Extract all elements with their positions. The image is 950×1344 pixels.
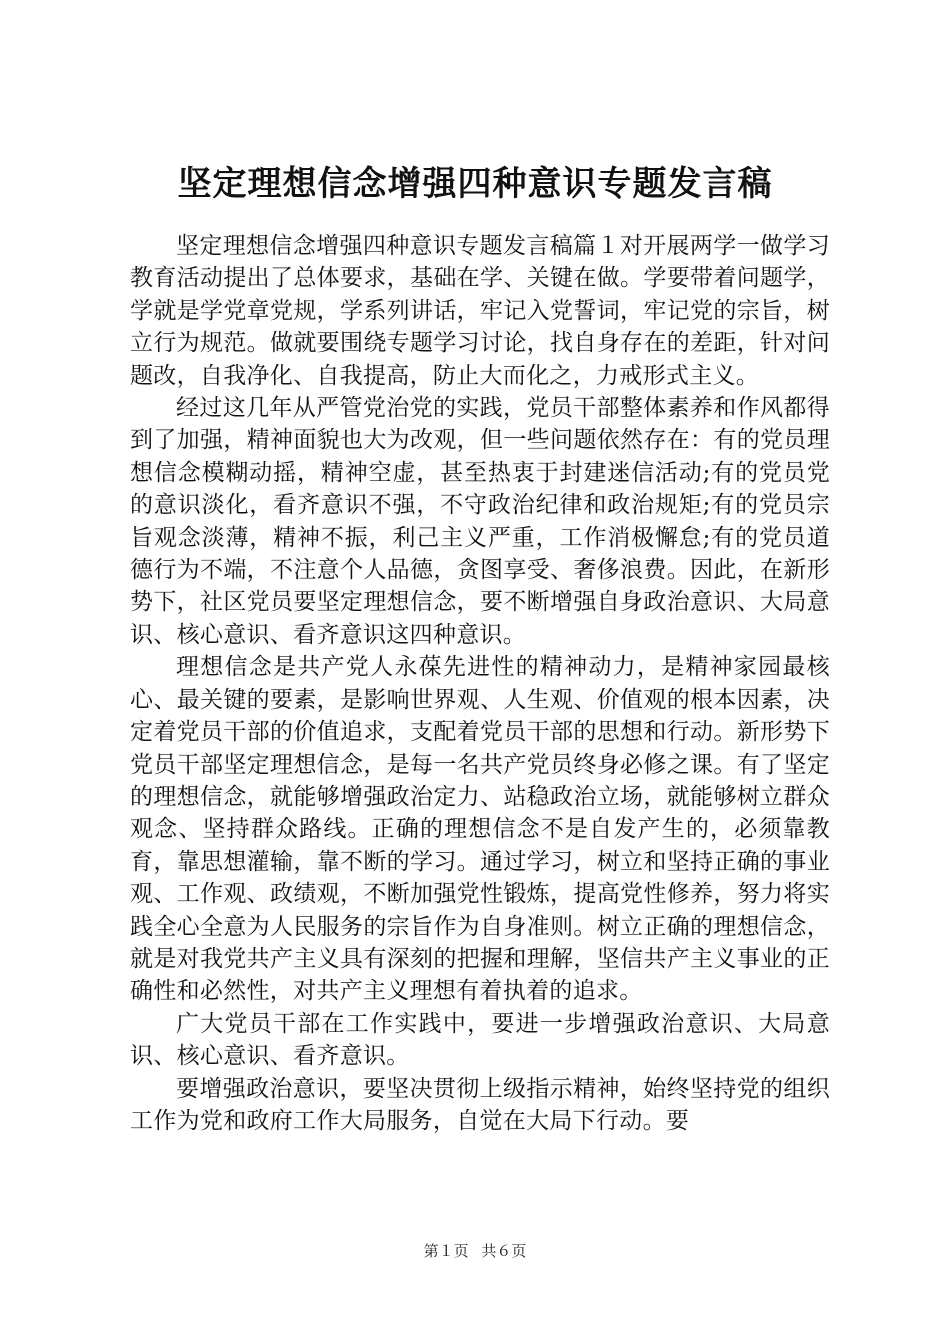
page-footer: [0, 1240, 950, 1261]
document-title: 坚定理想信念增强四种意识专题发言稿: [177, 164, 773, 204]
paragraph: 要增强政治意识，要坚决贯彻上级指示精神，始终坚持党的组织工作为党和政府工作大局服务，自觉在大局下行动。要: [130, 1075, 830, 1134]
paragraph: 经过这几年从严管党治党的实践，党员干部整体素养和作风都得到了加强，精神面貌也大为改观，但一些问题依然存在：有的党员理想信念模糊动摇，精神空虚，甚至热衷于封建迷信活动;有的党员党的意识淡化，看齐意识不强，不守政治纪律和政治规矩;有的党员宗旨观念淡薄，精神不振，利己主义严重，工作消极懈怠;有的党员道德行为不端，不注意个人品德，贪图享受、奢侈浪费。因此，在新形势下，社区党员要坚定理想信念，要不断增强自身政治意识、大局意识、核心意识、看齐意识这四种意识。: [130, 395, 830, 648]
page-total: 共６页: [481, 1242, 527, 1260]
paragraph: 理想信念是共产党人永葆先进性的精神动力，是精神家园最核心、最关键的要素，是影响世界观、人生观、价值观的根本因素，决定着党员干部的价值追求，支配着党员干部的思想和行动。新形势下党员干部坚定理想信念，是每一名共产党员终身必修之课。有了坚定的理想信念，就能够增强政治定力、站稳政治立场，就能够树立群众观念、坚持群众路线。正确的理想信念不是自发产生的，必须靠教育，靠思想灌输，靠不断的学习。通过学习，树立和坚持正确的事业观、工作观、政绩观，不断加强党性锻炼，提高党性修养，努力将实践全心全意为人民服务的宗旨作为自身准则。树立正确的理想信念，就是对我党共产主义具有深刻的把握和理解，坚信共产主义事业的正确性和必然性，对共产主义理想有着执着的追求。: [130, 654, 830, 1005]
paragraph: 坚定理想信念增强四种意识专题发言稿篇１对开展两学一做学习教育活动提出了总体要求，基础在学、关键在做。学要带着问题学，学就是学党章党规，学系列讲话，牢记入党誓词，牢记党的宗旨，树立行为规范。做就要围绕专题学习讨论，找自身存在的差距，针对问题改，自我净化、自我提高，防止大而化之，力戒形式主义。: [130, 233, 830, 389]
page-number: 第１页: [423, 1242, 469, 1260]
document-body: [130, 230, 830, 1137]
paragraph: 广大党员干部在工作实践中，要进一步增强政治意识、大局意识、核心意识、看齐意识。: [130, 1010, 830, 1070]
